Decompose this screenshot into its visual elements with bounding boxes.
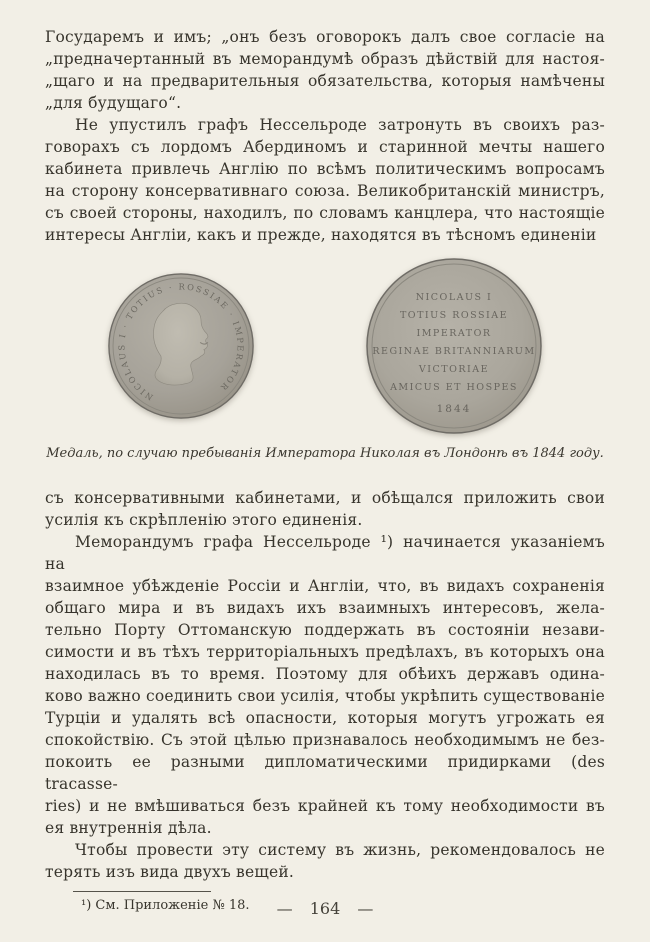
body-text	[45, 26, 605, 883]
paragraph	[45, 839, 605, 883]
text-line: Чтобы провести эту систему въ жизнь, рекомендовалось не	[75, 841, 605, 859]
text-line: „щаго и на предварительныя обязательства, которыя намѣчены	[45, 72, 605, 90]
medal-reverse-date: 1844	[436, 403, 472, 415]
medal-reverse-text-line: REGINAE BRITANNIARUM	[372, 346, 536, 357]
medal-caption: Медаль, по случаю пребыванія Императора Николая въ Лондонѣ въ 1844 году.	[46, 446, 604, 461]
text-line: съ консервативными кабинетами, и обѣщался приложить свои	[45, 489, 605, 507]
medal-reverse-text-line: VICTORIAE	[418, 364, 490, 375]
text-line: общаго мира и въ видахъ ихъ взаимныхъ интересовъ, жела-	[45, 599, 605, 617]
medal-reverse-text-line: TOTIUS ROSSIAE	[399, 310, 509, 321]
text-line: Государемъ и имъ; „онъ безъ оговорокъ далъ свое согласіе на	[45, 28, 605, 46]
text-line: Не упустилъ графъ Нессельроде затронуть въ своихъ раз-	[75, 116, 605, 134]
text-line: кабинета привлечь Англію по всѣмъ политическимъ вопросамъ	[45, 160, 605, 178]
medal-reverse-text-line: NICOLAUS I	[415, 292, 493, 303]
text-line: „предначертанный въ меморандумѣ образъ дѣйствій для настоя-	[45, 50, 605, 68]
text-line: симости и въ тѣхъ территоріальныхъ предѣлахъ, въ которыхъ она	[45, 643, 605, 661]
medal-photograph	[45, 258, 605, 461]
footnote: ¹) См. Приложеніе № 18.	[81, 898, 250, 913]
page-number: — 164 —	[276, 899, 374, 918]
text-line: Меморандумъ графа Нессельроде ¹) начинается указаніемъ на	[45, 533, 605, 573]
paragraph	[45, 26, 605, 114]
footnote-divider	[73, 891, 211, 892]
text-line: на сторону консервативнаго союза. Великобританскій министръ,	[45, 182, 605, 200]
medal-obverse-legend: NICOLAUS I · TOTIUS · ROSSIAE · IMPERATOR	[116, 281, 246, 403]
text-line: ries) и не вмѣшиваться безъ крайней къ тому необходимости въ	[45, 797, 605, 815]
text-line: „для будущаго“.	[45, 94, 182, 112]
paragraph	[45, 114, 605, 246]
medal-reverse-image	[366, 258, 542, 434]
medal-images	[45, 258, 605, 434]
text-line: ея внутреннія дѣла.	[45, 819, 212, 837]
medal-reverse-text-line: IMPERATOR	[416, 328, 492, 339]
text-line: усилія къ скрѣпленію этого единенія.	[45, 511, 363, 529]
text-line: взаимное убѣжденіе Россіи и Англіи, что, въ видахъ сохраненія	[45, 577, 605, 595]
medal-reverse-text-line: AMICUS ET HOSPES	[390, 382, 518, 393]
paragraph	[45, 487, 605, 531]
text-line: покоить ее разными дипломатическими придирками (des tracasse-	[45, 753, 605, 793]
paragraph	[45, 531, 605, 839]
medal-obverse-image	[108, 273, 254, 419]
text-line: тельно Порту Оттоманскую поддержать въ состояніи незави-	[45, 621, 605, 639]
text-line: ково важно соединить свои усилія, чтобы укрѣпить существованіе	[45, 687, 606, 705]
text-line: находилась въ то время. Поэтому для обѣихъ державъ одина-	[45, 665, 605, 683]
text-line: интересы Англіи, какъ и прежде, находятся въ тѣсномъ единеніи	[45, 226, 597, 244]
text-line: съ своей стороны, находилъ, по словамъ канцлера, что настоящіе	[45, 204, 605, 222]
text-line: говорахъ съ лордомъ Абердиномъ и старинной мечты нашего	[45, 138, 605, 156]
text-line: терять изъ вида двухъ вещей.	[45, 863, 294, 881]
text-line: Турціи и удалять всѣ опасности, которыя могутъ угрожать ея	[45, 709, 605, 727]
text-line: спокойствію. Съ этой цѣлью признавалось необходимымъ не без-	[45, 731, 605, 749]
